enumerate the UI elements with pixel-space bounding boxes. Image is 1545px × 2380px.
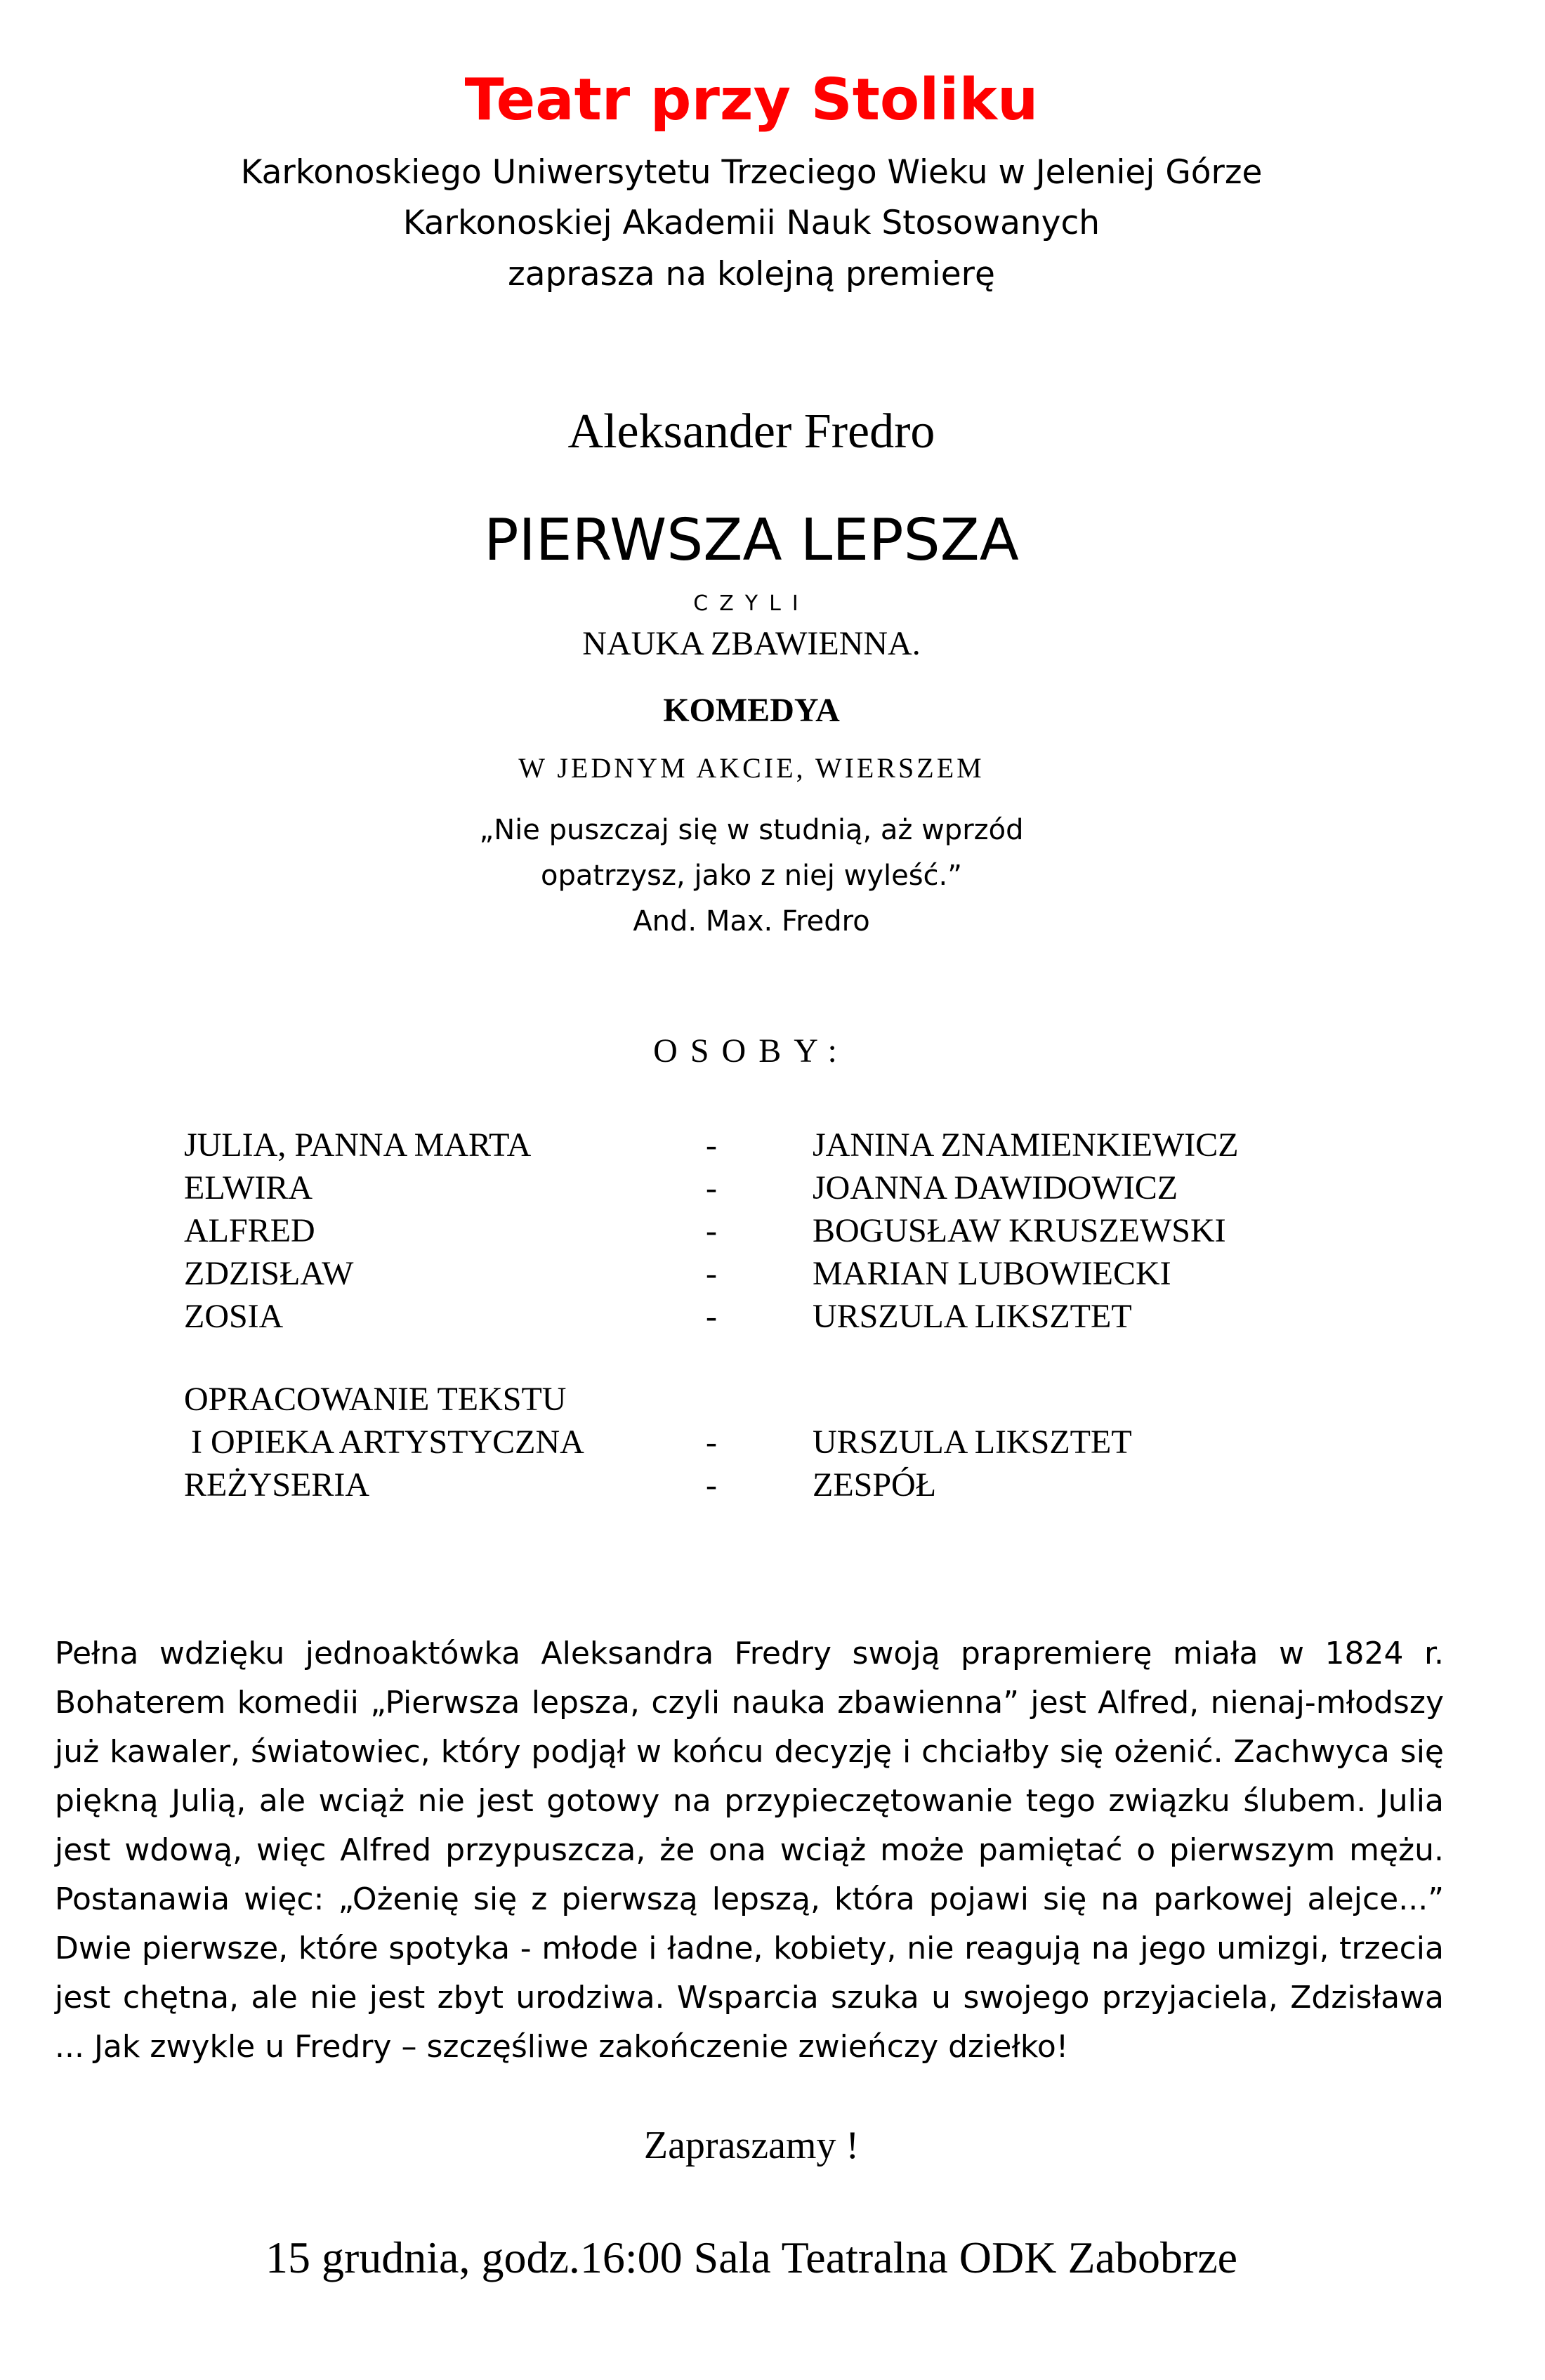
credit-dash: - <box>706 1466 717 1504</box>
play-subtitle: NAUKA ZBAWIENNA. <box>582 625 921 662</box>
invite-text: Zapraszamy ! <box>643 2124 860 2167</box>
credit-person: URSZULA LIKSZTET <box>813 1424 1132 1461</box>
play-form: W JEDNYM AKCIE, WIERSZEM <box>518 752 985 784</box>
cast-row <box>0 1252 1545 1296</box>
motto-line-2: opatrzysz, jako z niej wyleść.” <box>541 860 962 892</box>
play-title: PIERWSZA LEPSZA <box>484 507 1019 574</box>
cast-row <box>0 1295 1545 1339</box>
credit-dash: - <box>706 1424 717 1461</box>
cast-dash: - <box>706 1298 717 1335</box>
cast-actor: BOGUSŁAW KRUSZEWSKI <box>813 1212 1226 1249</box>
credit-row <box>0 1378 1545 1421</box>
cast-role: ZOSIA <box>184 1298 284 1335</box>
theatre-title: Teatr przy Stoliku <box>464 67 1039 133</box>
cast-dash: - <box>706 1169 717 1207</box>
play-description: Pełna wdzięku jednoaktówka Aleksandra Fredry swoją prapremierę miała w 1824 r. Bohaterem komedii „Pierwsza lepsza, czyli nauka zbawienna” jest Alfred, nienaj-młodszy już kawaler, światowiec, który podjął w końcu decyzję i chciałby się ożenić. Zachwyca się piękną Julią, ale wciąż nie jest gotowy na przypieczętowanie tego związku ślubem. Julia jest wdową, więc Alfred przypuszcza, że ona wciąż może pamiętać o pierwszym mężu. Postanawia więc: „Ożenię się z pierwszą lepszą, która pojawi się na parkowej alejce...” Dwie pierwsze, które spotyka - młode i ładne, kobiety, nie reagują na jego umizgi, trzecia jest chętna, ale nie jest zbyt urodziwa. Wsparcia szuka u swojego przyjaciela, Zdzisława ... Jak zwykle u Fredry – szczęśliwe zakończenie zwieńczy dziełko! <box>55 1636 1444 2065</box>
cast-actor: URSZULA LIKSZTET <box>813 1298 1132 1335</box>
cast-heading: OSOBY: <box>653 1032 850 1070</box>
cast-role: ELWIRA <box>184 1169 313 1207</box>
credit-role: I OPIEKA ARTYSTYCZNA <box>191 1424 584 1461</box>
cast-role: ALFRED <box>184 1212 315 1249</box>
motto-author: And. Max. Fredro <box>633 905 870 938</box>
cast-role: ZDZISŁAW <box>184 1255 354 1292</box>
invitation-line: zaprasza na kolejną premierę <box>508 255 995 294</box>
organizer-line-1: Karkonoskiego Uniwersytetu Trzeciego Wieku w Jeleniej Górze <box>240 153 1263 192</box>
motto-line-1: „Nie puszczaj się w studnią, aż wprzód <box>479 814 1024 846</box>
credit-person: ZESPÓŁ <box>813 1466 937 1504</box>
cast-actor: JANINA ZNAMIENKIEWICZ <box>813 1126 1239 1164</box>
credit-role: REŻYSERIA <box>184 1466 369 1504</box>
cast-dash: - <box>706 1255 717 1292</box>
play-czyli: CZYLI <box>693 591 810 616</box>
cast-dash: - <box>706 1126 717 1164</box>
cast-dash: - <box>706 1212 717 1249</box>
cast-row <box>0 1166 1545 1210</box>
credit-role: OPRACOWANIE TEKSTU <box>184 1381 567 1418</box>
cast-role: JULIA, PANNA MARTA <box>184 1126 532 1164</box>
play-genre: KOMEDYA <box>663 692 840 729</box>
play-author: Aleksander Fredro <box>567 405 935 459</box>
credit-row <box>0 1464 1545 1507</box>
cast-row <box>0 1209 1545 1253</box>
cast-actor: MARIAN LUBOWIECKI <box>813 1255 1171 1292</box>
cast-actor: JOANNA DAWIDOWICZ <box>813 1169 1178 1207</box>
credit-row <box>0 1421 1545 1464</box>
organizer-line-2: Karkonoskiej Akademii Nauk Stosowanych <box>402 204 1100 242</box>
event-details: 15 grudnia, godz.16:00 Sala Teatralna ODK Zabobrze <box>265 2233 1238 2282</box>
cast-row <box>0 1124 1545 1167</box>
